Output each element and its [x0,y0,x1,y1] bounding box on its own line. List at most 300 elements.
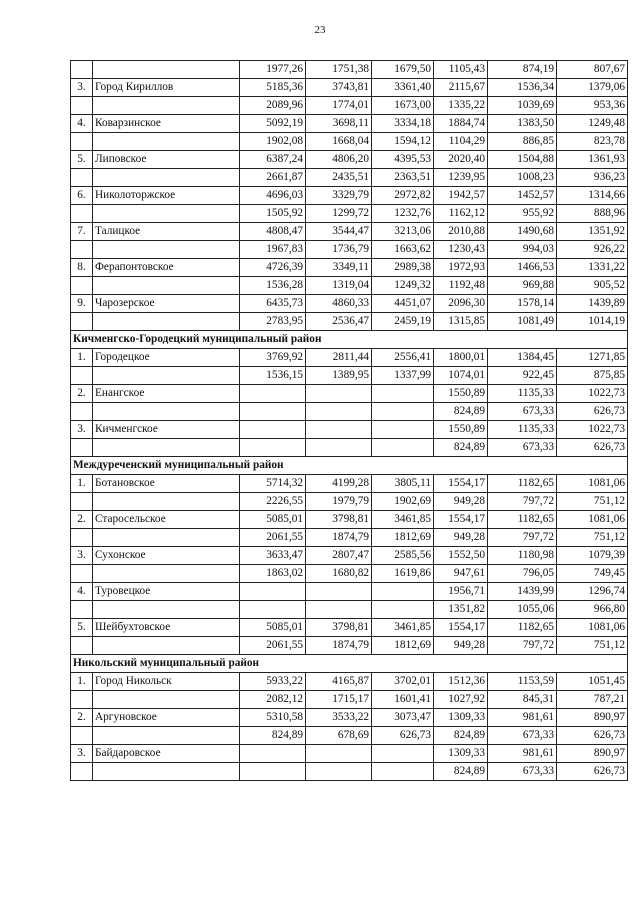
table-row [71,97,628,115]
value-cell: 1715,17 [306,691,372,709]
value-cell: 3334,18 [372,115,434,133]
value-cell: 1230,43 [434,241,488,259]
value-cell: 1673,00 [372,97,434,115]
value-cell [372,403,434,421]
value-cell: 1135,33 [488,421,557,439]
table-row [71,403,628,421]
settlement-name [93,367,240,385]
table-row [71,295,628,313]
row-number: 2. [71,709,93,727]
settlement-name [93,169,240,187]
value-cell: 1619,86 [372,565,434,583]
value-cell: 3213,06 [372,223,434,241]
value-cell: 1550,89 [434,385,488,403]
value-cell: 947,61 [434,565,488,583]
section-title: Никольский муниципальный район [71,655,628,673]
value-cell: 953,36 [557,97,628,115]
value-cell [306,745,372,763]
value-cell: 1874,79 [306,637,372,655]
table-row [71,691,628,709]
settlement-name [93,439,240,457]
value-cell: 1039,69 [488,97,557,115]
value-cell: 1977,26 [240,61,306,79]
row-number: 1. [71,475,93,493]
row-number: 1. [71,349,93,367]
value-cell: 1536,15 [240,367,306,385]
value-cell [306,385,372,403]
value-cell: 1902,08 [240,133,306,151]
value-cell: 2585,56 [372,547,434,565]
value-cell: 797,72 [488,637,557,655]
value-cell: 3461,85 [372,511,434,529]
value-cell: 888,96 [557,205,628,223]
value-cell: 673,33 [488,727,557,745]
table-row [71,547,628,565]
value-cell: 5310,58 [240,709,306,727]
value-cell: 1105,43 [434,61,488,79]
value-cell [240,583,306,601]
settlement-name [93,691,240,709]
table-row [71,61,628,79]
value-cell: 1601,41 [372,691,434,709]
table-row [71,259,628,277]
value-cell [306,421,372,439]
value-cell: 2661,87 [240,169,306,187]
value-cell: 1800,01 [434,349,488,367]
table-row [71,763,628,781]
value-cell: 2556,41 [372,349,434,367]
table-row [71,511,628,529]
value-cell: 1299,72 [306,205,372,223]
value-cell: 969,88 [488,277,557,295]
value-cell: 787,21 [557,691,628,709]
value-cell: 1979,79 [306,493,372,511]
section-title: Междуреченский муниципальный район [71,457,628,475]
value-cell: 1902,69 [372,493,434,511]
value-cell: 1027,92 [434,691,488,709]
value-cell: 6387,24 [240,151,306,169]
value-cell: 1967,83 [240,241,306,259]
settlement-name [93,727,240,745]
value-cell: 1389,95 [306,367,372,385]
value-cell: 1351,82 [434,601,488,619]
value-cell: 1972,93 [434,259,488,277]
table-row [71,475,628,493]
value-cell: 807,67 [557,61,628,79]
value-cell: 1051,45 [557,673,628,691]
value-cell: 1663,62 [372,241,434,259]
row-number: 3. [71,421,93,439]
value-cell [372,439,434,457]
table-row [71,709,628,727]
row-number [71,727,93,745]
row-number [71,493,93,511]
value-cell: 1081,06 [557,475,628,493]
table-row [71,79,628,97]
value-cell [306,583,372,601]
value-cell: 2363,51 [372,169,434,187]
value-cell: 4395,53 [372,151,434,169]
table-row [71,727,628,745]
value-cell: 1182,65 [488,475,557,493]
settlement-name: Город Никольск [93,673,240,691]
value-cell: 2226,55 [240,493,306,511]
value-cell: 1104,29 [434,133,488,151]
value-cell: 673,33 [488,439,557,457]
value-cell: 751,12 [557,637,628,655]
value-cell: 3329,79 [306,187,372,205]
value-cell: 2082,12 [240,691,306,709]
value-cell: 5185,36 [240,79,306,97]
value-cell: 749,45 [557,565,628,583]
value-cell: 2010,88 [434,223,488,241]
section-header-row [71,457,628,475]
value-cell: 4165,87 [306,673,372,691]
value-cell [372,421,434,439]
row-number [71,601,93,619]
value-cell: 1536,34 [488,79,557,97]
value-cell: 1081,06 [557,619,628,637]
row-number [71,205,93,223]
settlement-name [93,241,240,259]
value-cell [240,745,306,763]
value-cell: 824,89 [240,727,306,745]
value-cell: 4451,07 [372,295,434,313]
value-cell: 1351,92 [557,223,628,241]
value-cell: 2089,96 [240,97,306,115]
value-cell: 1153,59 [488,673,557,691]
settlement-name [93,763,240,781]
row-number: 5. [71,619,93,637]
value-cell: 796,05 [488,565,557,583]
section-header-row [71,331,628,349]
value-cell: 1874,79 [306,529,372,547]
value-cell [306,439,372,457]
value-cell: 922,45 [488,367,557,385]
row-number [71,439,93,457]
value-cell: 1249,48 [557,115,628,133]
row-number: 6. [71,187,93,205]
row-number [71,403,93,421]
value-cell: 890,97 [557,745,628,763]
table-row [71,565,628,583]
value-cell: 824,89 [434,439,488,457]
value-cell: 1774,01 [306,97,372,115]
value-cell [372,745,434,763]
value-cell: 1314,66 [557,187,628,205]
table-row [71,745,628,763]
settlement-name [93,97,240,115]
value-cell: 3073,47 [372,709,434,727]
row-number [71,169,93,187]
row-number: 3. [71,79,93,97]
row-number: 3. [71,745,93,763]
table-row [71,529,628,547]
value-cell: 981,61 [488,709,557,727]
value-cell: 3805,11 [372,475,434,493]
value-cell: 955,92 [488,205,557,223]
value-cell [240,403,306,421]
value-cell: 1232,76 [372,205,434,223]
settlement-name: Аргуновское [93,709,240,727]
value-cell: 981,61 [488,745,557,763]
value-cell: 2989,38 [372,259,434,277]
value-cell: 3743,81 [306,79,372,97]
value-cell: 1554,17 [434,619,488,637]
settlement-name [93,601,240,619]
row-number [71,637,93,655]
row-number: 3. [71,547,93,565]
value-cell: 1452,57 [488,187,557,205]
value-cell: 1074,01 [434,367,488,385]
row-number: 5. [71,151,93,169]
value-cell [306,403,372,421]
settlement-name: Туровецкое [93,583,240,601]
value-cell [372,763,434,781]
value-cell: 824,89 [434,727,488,745]
value-cell: 1022,73 [557,421,628,439]
value-cell: 5714,32 [240,475,306,493]
value-cell: 797,72 [488,529,557,547]
value-cell: 3533,22 [306,709,372,727]
settlement-name [93,277,240,295]
row-number: 2. [71,511,93,529]
settlement-name [93,61,240,79]
value-cell: 1466,53 [488,259,557,277]
table-row [71,169,628,187]
value-cell: 4860,33 [306,295,372,313]
value-cell: 949,28 [434,493,488,511]
value-cell: 1337,99 [372,367,434,385]
table-row [71,205,628,223]
value-cell: 905,52 [557,277,628,295]
value-cell: 4696,03 [240,187,306,205]
value-cell: 2972,82 [372,187,434,205]
value-cell: 1505,92 [240,205,306,223]
value-cell: 1554,17 [434,475,488,493]
value-cell: 1594,12 [372,133,434,151]
value-cell: 1812,69 [372,637,434,655]
value-cell: 966,80 [557,601,628,619]
value-cell: 751,12 [557,493,628,511]
value-cell: 890,97 [557,709,628,727]
value-cell: 824,89 [434,403,488,421]
value-cell: 1863,02 [240,565,306,583]
value-cell: 823,78 [557,133,628,151]
settlement-name [93,565,240,583]
value-cell: 1512,36 [434,673,488,691]
value-cell: 2435,51 [306,169,372,187]
table-row [71,673,628,691]
value-cell: 1942,57 [434,187,488,205]
value-cell [240,763,306,781]
value-cell: 797,72 [488,493,557,511]
value-cell: 4808,47 [240,223,306,241]
table-row [71,133,628,151]
value-cell: 3798,81 [306,511,372,529]
settlement-name: Ферапонтовское [93,259,240,277]
value-cell: 4199,28 [306,475,372,493]
value-cell: 4806,20 [306,151,372,169]
settlement-name [93,403,240,421]
value-cell [372,583,434,601]
value-cell: 3798,81 [306,619,372,637]
value-cell: 1319,04 [306,277,372,295]
value-cell: 1192,48 [434,277,488,295]
value-cell: 626,73 [557,763,628,781]
value-cell: 626,73 [557,403,628,421]
value-cell: 875,85 [557,367,628,385]
value-cell [240,421,306,439]
value-cell: 1812,69 [372,529,434,547]
value-cell: 936,23 [557,169,628,187]
value-cell: 5092,19 [240,115,306,133]
value-cell: 3461,85 [372,619,434,637]
table-row [71,187,628,205]
settlement-name: Енангское [93,385,240,403]
value-cell: 1022,73 [557,385,628,403]
value-cell: 1379,06 [557,79,628,97]
value-cell: 949,28 [434,637,488,655]
value-cell: 2020,40 [434,151,488,169]
settlement-name [93,133,240,151]
value-cell: 1081,06 [557,511,628,529]
value-cell [240,385,306,403]
value-cell: 1751,38 [306,61,372,79]
value-cell: 1383,50 [488,115,557,133]
row-number [71,313,93,331]
value-cell: 1361,93 [557,151,628,169]
settlement-name [93,529,240,547]
value-cell: 1335,22 [434,97,488,115]
value-cell: 1384,45 [488,349,557,367]
value-cell: 845,31 [488,691,557,709]
value-cell: 1679,50 [372,61,434,79]
row-number [71,133,93,151]
settlement-name [93,493,240,511]
value-cell: 5085,01 [240,619,306,637]
value-cell: 626,73 [557,727,628,745]
settlement-name: Николоторжское [93,187,240,205]
table-row [71,349,628,367]
value-cell: 626,73 [557,439,628,457]
value-cell: 3698,11 [306,115,372,133]
row-number [71,691,93,709]
value-cell: 6435,73 [240,295,306,313]
value-cell: 1081,49 [488,313,557,331]
settlement-name: Городецкое [93,349,240,367]
value-cell [240,601,306,619]
settlement-name: Сухонское [93,547,240,565]
value-cell: 1055,06 [488,601,557,619]
value-cell: 1014,19 [557,313,628,331]
value-cell: 5933,22 [240,673,306,691]
settlement-name [93,205,240,223]
row-number [71,61,93,79]
value-cell [306,601,372,619]
row-number: 4. [71,583,93,601]
row-number [71,241,93,259]
value-cell: 994,03 [488,241,557,259]
value-cell: 1182,65 [488,511,557,529]
table-row [71,421,628,439]
value-cell: 1680,82 [306,565,372,583]
value-cell: 3361,40 [372,79,434,97]
value-cell: 2811,44 [306,349,372,367]
value-cell: 926,22 [557,241,628,259]
value-cell: 2536,47 [306,313,372,331]
row-number: 4. [71,115,93,133]
section-header-row [71,655,628,673]
value-cell: 1552,50 [434,547,488,565]
value-cell: 2061,55 [240,529,306,547]
value-cell [306,763,372,781]
value-cell: 626,73 [372,727,434,745]
value-cell [240,439,306,457]
settlement-name [93,637,240,655]
row-number: 8. [71,259,93,277]
table-row [71,583,628,601]
value-cell: 3769,92 [240,349,306,367]
value-cell: 2807,47 [306,547,372,565]
value-cell: 1182,65 [488,619,557,637]
value-cell: 1550,89 [434,421,488,439]
value-cell: 2061,55 [240,637,306,655]
settlement-name: Город Кириллов [93,79,240,97]
value-cell: 673,33 [488,763,557,781]
value-cell: 5085,01 [240,511,306,529]
value-cell: 1956,71 [434,583,488,601]
settlement-name: Чарозерское [93,295,240,313]
table-row [71,385,628,403]
page-number: 23 [314,24,326,36]
value-cell: 1884,74 [434,115,488,133]
value-cell: 3633,47 [240,547,306,565]
value-cell: 2783,95 [240,313,306,331]
value-cell: 673,33 [488,403,557,421]
value-cell: 1135,33 [488,385,557,403]
table-row [71,115,628,133]
value-cell: 678,69 [306,727,372,745]
value-cell [372,385,434,403]
row-number [71,277,93,295]
table-row [71,619,628,637]
value-cell: 1536,28 [240,277,306,295]
settlement-name: Коварзинское [93,115,240,133]
table-row [71,493,628,511]
value-cell: 4726,39 [240,259,306,277]
row-number: 1. [71,673,93,691]
value-cell: 751,12 [557,529,628,547]
value-cell: 874,19 [488,61,557,79]
table-row [71,313,628,331]
value-cell: 949,28 [434,529,488,547]
value-cell: 2096,30 [434,295,488,313]
value-cell: 2115,67 [434,79,488,97]
value-cell: 1490,68 [488,223,557,241]
table-row [71,223,628,241]
value-cell: 1309,33 [434,745,488,763]
row-number: 2. [71,385,93,403]
table-row [71,151,628,169]
section-title: Кичменгско-Городецкий муниципальный район [71,331,628,349]
row-number [71,529,93,547]
value-cell: 1249,32 [372,277,434,295]
value-cell: 2459,19 [372,313,434,331]
table-row [71,439,628,457]
value-cell: 886,85 [488,133,557,151]
row-number [71,763,93,781]
